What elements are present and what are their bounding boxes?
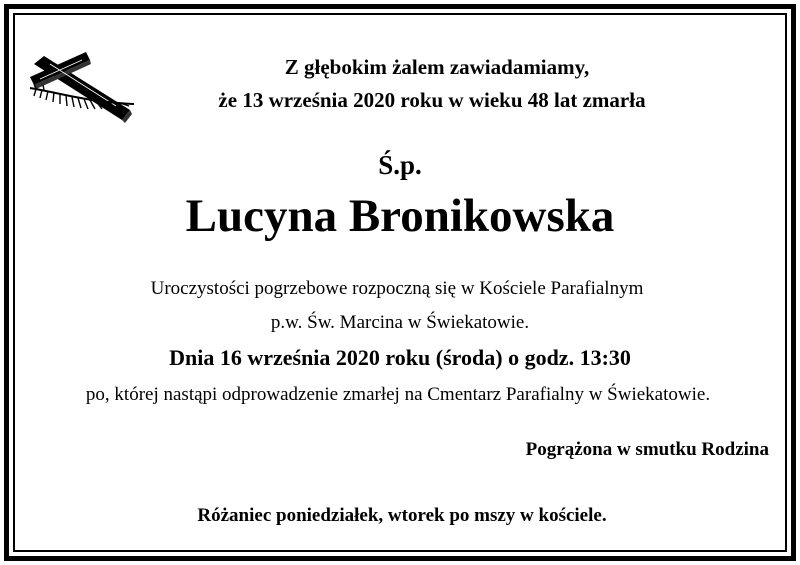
funeral-date: Dnia 16 września 2020 roku (środa) o godz. 13:30 [169,345,631,370]
family-signature: Pogrążona w smutku Rodzina [525,439,769,460]
deceased-name: Lucyna Bronikowska [185,190,615,242]
ceremony-line-1: Uroczystości pogrzebowe rozpoczną się w Kościele Parafialnym [150,278,644,299]
ceremony-line-2: p.w. Św. Marcina w Świekatowie. [270,312,530,333]
rosary-note: Różaniec poniedziałek, wtorek po mszy w kościele. [197,505,607,526]
intro-line-2: że 13 września 2020 roku w wieku 48 lat zmarła [218,88,646,112]
intro-line-1: Z głębokim żalem zawiadamiamy, [284,55,590,79]
procession-line: po, której nastąpi odprowadzenie zmarłej na Cmentarz Parafialny w Świekatowie. [85,384,711,405]
name-prefix: Ś.p. [378,150,422,180]
